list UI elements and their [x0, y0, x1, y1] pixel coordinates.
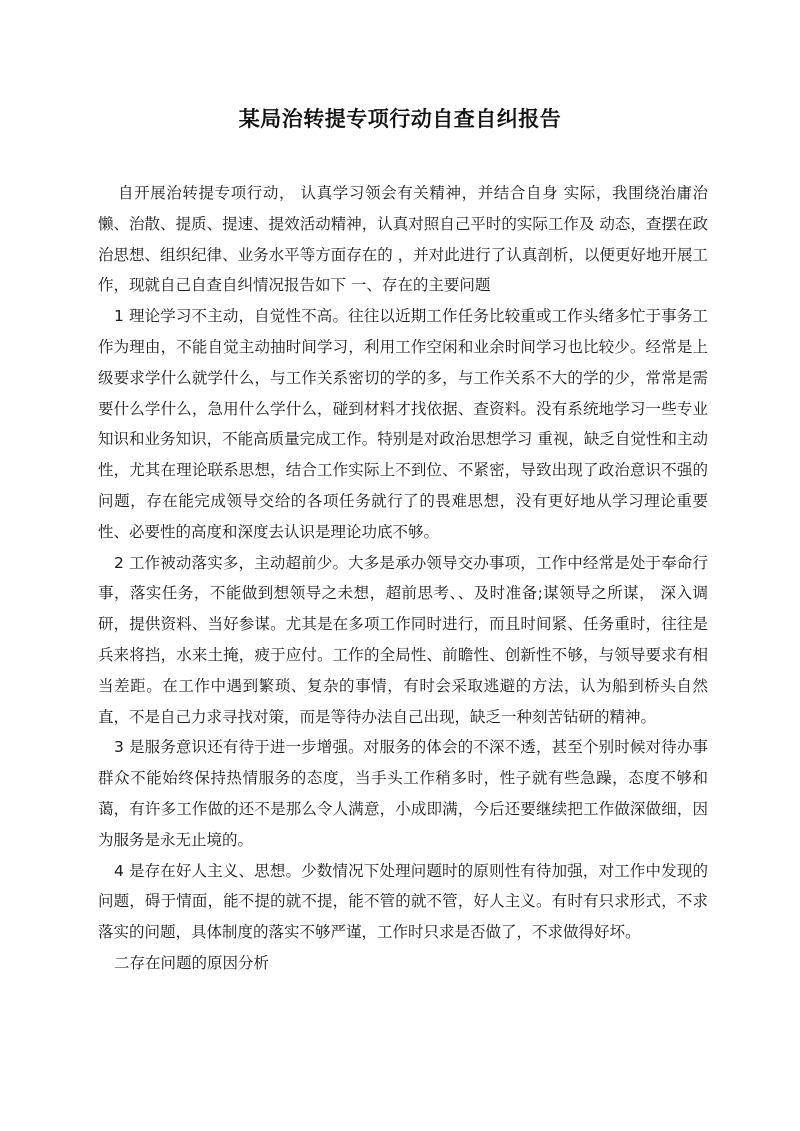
document-body	[98, 178, 708, 979]
paragraph-issue-3: 3 是服务意识还有待于进一步增强。对服务的体会的不深不透，甚至个别时候对待办事群众不能始终保持热情服务的态度，当手头工作稍多时，性子就有些急躁，态度不够和蔼，有许多工作做的还不是那么令人满意，小成即满，今后还要继续把工作做深做细，因为服务是永无止境的。	[98, 738, 708, 849]
paragraph-intro: 自开展治转提专项行动， 认真学习领会有关精神，并结合自身 实际，我围绕治庸治懒、治散、提质、提速、提效活动精神，认真对照自己平时的实际工作及 动态，查摆在政治思想、组织纪律、业务水平等方面存在的 ，并对此进行了认真剖析，以便更好地开展工作，现就自己自查自纠情况报告如下 一、存在的主要问题	[98, 184, 708, 295]
paragraph-issue-4: 4 是存在好人主义、思想。少数情况下处理问题时的原则性有待加强，对工作中发现的问题，碍于情面，能不提的就不提，能不管的就不管，好人主义。有时有只求形式，不求落实的问题，具体制度的落实不够严谨，工作时只求是否做了，不求做得好坏。	[98, 861, 708, 942]
section-heading-causes: 二存在问题的原因分析	[114, 953, 270, 972]
document-title: 某局治转提专项行动自查自纠报告	[238, 107, 562, 131]
paragraph-issue-1: 1 理论学习不主动，自觉性不高。往往以近期工作任务比较重或工作头绪多忙于事务工作为理由，不能自觉主动抽时间学习，利用工作空闲和业余时间学习也比较少。经常是上级要求学什么就学什么，与工作关系密切的学的多，与工作关系不大的学的少，常常是需要什么学什么，急用什么学什么，碰到材料才找依据、查资料。没有系统地学习一些专业知识和业务知识，不能高质量完成工作。特别是对政治思想学习 重视，缺乏自觉性和主动性，尤其在理论联系思想，结合工作实际上不到位、不紧密，导致出现了政治意识不强的问题，存在能完成领导交给的各项任务就行了的畏难思想，没有更好地从学习理论重要性、必要性的高度和深度去认识是理论功底不够。	[98, 307, 708, 541]
paragraph-issue-2: 2 工作被动落实多，主动超前少。大多是承办领导交办事项，工作中经常是处于奉命行事，落实任务，不能做到想领导之未想，超前思考、、及时准备;谋领导之所谋， 深入调研，提供资料、当好参谋。尤其是在多项工作同时进行，而且时间紧、任务重时，往往是兵来将挡，水来土掩，疲于应付。工作的全局性、前瞻性、创新性不够，与领导要求有相当差距。在工作中遇到繁琐、复杂的事情，有时会采取逃避的方法，认为船到桥头自然直，不是自己力求寻找对策，而是等待办法自己出现，缺乏一种刻苦钻研的精神。	[98, 553, 708, 726]
